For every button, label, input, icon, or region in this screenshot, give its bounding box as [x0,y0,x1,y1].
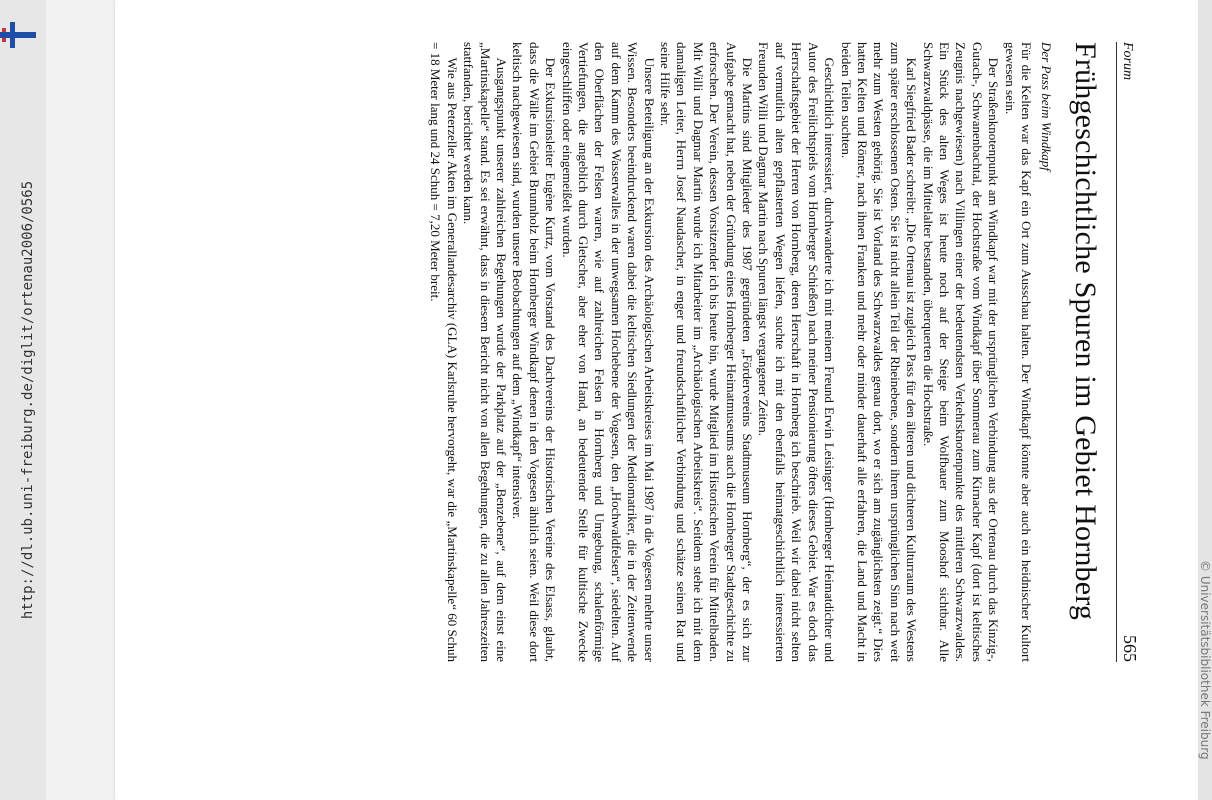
paragraph: Der Exkursionsleiter Eugène Kurtz, vom Vorstand des Dachvereins der Historischen Vereine des Elsass, glaubt, dass die Wälle im Gebiet Brunnholz beim Hornberger Windkapf denen in den Vogesen ähnlich seien. Weil diese dort keltisch nachgewiesen sind, wurden unsere Beobachtungen auf dem „Windkapf“ intensiver. [510,42,559,662]
section-label: Forum [1120,42,1135,81]
paragraph: Für die Kelten war das Kapf ein Ort zum Ausschau halten. Der Windkapf könnte aber auch ein heidnischer Kultort gewesen sein. [1002,42,1034,662]
paragraph: Die Martins sind Mitglieder des 1987 gegründeten „Fördervereins Stadtmuseum Hornberg“, der es sich zur Aufgabe gemacht hat, neben der Gründung eines Hornberger Heimatmuseums auch die Hornberger Stadtgeschichte zu erforschen. Der Verein, dessen Vorsitzender ich bis heute bin, wurde Mitglied im Historischen Verein für Mittelbaden. Mit Willi und Dagmar Martin wurde ich Mitarbeiter im „Archäologischen Arbeitskreis“. Seitdem stehe ich mit dem damaligen Leiter, Herrn Josef Naudascher, in enger und freundschaftlicher Verbindung und schätze seinen Rat und seine Hilfe sehr. [658,42,756,662]
article-title: Frühgeschichtliche Spuren im Gebiet Hornberg [1069,42,1102,621]
paragraph: Unsere Beteiligung an der Exkursion des Archäologischen Arbeitskreises im Mai 1987 in die Vogesen mehrte unser Wissen. Besonders beeindruckend waren dabei die keltischen Siedlungen der Mediomatriker, die in der Zeitenwende auf dem Kamm des Wasserwalles in der unwegsamen Hochebene der Vogesen, den „Hochwaldfelsen“, siedelten. Auf den Oberflächen der Felsen waren, wie auf zahlreichen Felsen in Hornberg und Umgebung, schalenförmige Vertiefungen, die angeblich durch Gletscher, aber eher von Hand, an bedeutender Stelle für kultische Zwecke eingeschliffen oder eingemeißelt wurden. [559,42,657,662]
paragraph: Wie aus Peterzeller Akten im Generallandesarchiv (GLA) Karlsruhe hervorgeht, war die „Martinskapelle“ 60 Schuh = 18 Meter lang und 24 Schuh = 7,20 Meter breit. [428,42,460,662]
viewer-url[interactable]: http://dl.ub.uni-freiburg.de/diglit/ortenau2006/0565 [20,180,36,620]
paragraph: Ausgangspunkt unserer zahlreichen Begehungen wurde der Parkplatz auf der „Benzebene“, auf dem einst eine „Martinskapelle“ stand. Es sei erwähnt, dass in diesem Bericht nicht von allen Begehungen, die zu allen Jahreszeiten stattfanden, berichtet werden kann. [461,42,509,662]
page-content [120,42,1140,662]
running-header [1116,42,1140,662]
viewer-credit: © Universitätsbibliothek Freiburg [1198,560,1212,760]
subheading: Der Pass beim Windkapf [1039,42,1054,171]
page-number: 565 [1120,635,1140,662]
paragraph: Karl Siegfried Bader schreibt: „Die Ortenau ist zugleich Pass für den älteren und dichteren Kulturraum des Westens zum später erschlossenen Osten. Sie ist nicht allein Teil der Rheinebene, sondern ihrem ursprünglichen Sinn nach weit mehr zum Westen gehörig. Sie ist Vorland des Schwarzwaldes genau dort, wo er sich am zugänglichsten zeigt.“ Dies hatten Kelten und Römer, nach ihnen Franken und mehr oder minder dauerhaft alle erfahren, die Land und Macht in beiden Teilen suchten. [838,42,920,662]
paragraph: Der Straßenknotenpunkt am Windkapf war mit der ursprünglichen Verbindung aus der Ortenau durch das Kinzig-, Gutach-, Schwanenbachtal, der Hochstraße vom Windkapf über Sommerau zum Kirnacher Kapf (dort ist keltisches Zeugnis nachgewiesen) nach Villingen einer der bedeutendsten Verkehrsknotenpunkte des mittleren Schwarzwaldes. Ein Stück des alten Weges ist heute noch auf der Steige beim Wolfbauer zum Mooshof sichtbar. Alle Schwarzwaldpässe, die im Mittelalter bestanden, überquerten die Hochstraße. [920,42,1002,662]
paragraph: Geschichtlich interessiert, durchwanderte ich mit meinem Freund Erwin Leisinger (Hornberger Heimatdichter und Autor des Freilichtspiels vom Hornberger Schießen) nach meiner Pensionierung öfters dieses Gebiet. War es doch das Herrschaftsgebiet der Herren von Hornberg, deren Herrschaft in Hornberg ich beschrieb. Weil wir dabei nicht selten auf vermutlich alten gepflasterten Wegen liefen, suchte ich mit den ebenfalls heimatgeschichtlich interessierten Freunden Willi und Dagmar Martin nach Spuren längst vergangener Zeiten. [756,42,838,662]
